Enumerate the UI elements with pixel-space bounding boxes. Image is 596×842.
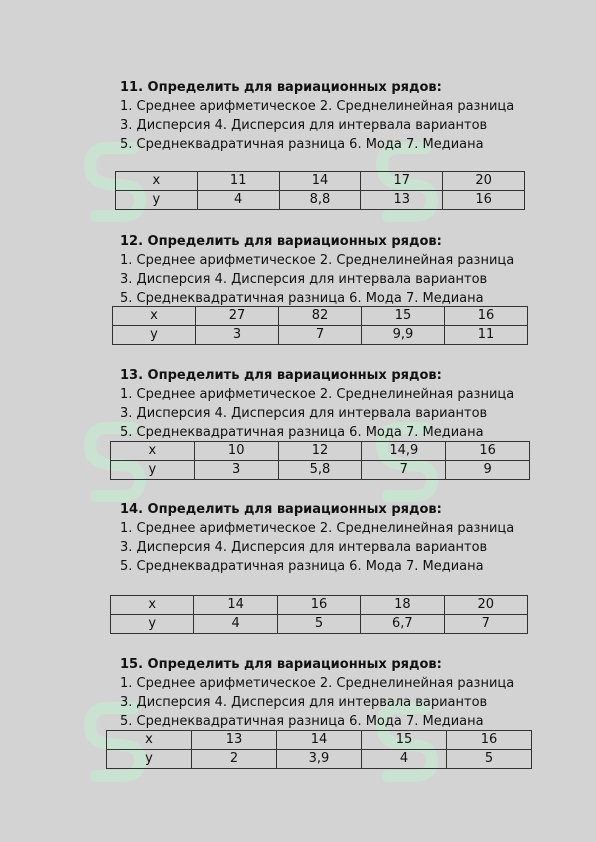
task-title: 15. Определить для вариационных рядов: <box>120 657 442 672</box>
task-line: 3. Дисперсия 4. Дисперсия для интервала вариантов <box>120 272 488 287</box>
task-title: 13. Определить для вариационных рядов: <box>120 368 442 383</box>
table-row-y <box>107 750 532 769</box>
x-value: 14,9 <box>362 442 446 461</box>
x-value: 16 <box>277 596 360 615</box>
table-row-x <box>111 442 530 461</box>
x-value: 27 <box>196 307 279 326</box>
y-value: 3 <box>196 326 279 345</box>
y-value: 5,8 <box>278 461 362 480</box>
x-value: 15 <box>362 307 445 326</box>
task-line: 1. Среднее арифметическое 2. Среднелинейная разница <box>120 521 515 536</box>
x-value: 12 <box>278 442 362 461</box>
y-label: y <box>107 750 192 769</box>
y-value: 7 <box>279 326 362 345</box>
task-line: 5. Среднеквадратичная разница 6. Мода 7. Медиана <box>120 137 484 152</box>
y-value: 3,9 <box>277 750 362 769</box>
variation-table-15 <box>106 730 532 769</box>
table-row-x <box>113 307 528 326</box>
y-value: 11 <box>445 326 528 345</box>
x-value: 17 <box>361 172 443 191</box>
task-14 <box>120 500 514 576</box>
variation-table-13 <box>110 441 530 480</box>
table-row-y <box>111 461 530 480</box>
x-value: 18 <box>361 596 444 615</box>
y-label: y <box>113 326 196 345</box>
x-value: 15 <box>362 731 447 750</box>
task-line: 5. Среднеквадратичная разница 6. Мода 7. Медиана <box>120 714 484 729</box>
y-value: 3 <box>194 461 278 480</box>
y-value: 5 <box>277 615 360 634</box>
y-value: 7 <box>362 461 446 480</box>
task-title: 12. Определить для вариационных рядов: <box>120 234 442 249</box>
table-row-y <box>113 326 528 345</box>
task-line: 1. Среднее арифметическое 2. Среднелинейная разница <box>120 253 515 268</box>
x-label: x <box>107 731 192 750</box>
variation-table-11 <box>115 171 525 210</box>
y-value: 6,7 <box>361 615 444 634</box>
table-row-y <box>116 191 525 210</box>
task-12 <box>120 232 514 308</box>
task-line: 5. Среднеквадратичная разница 6. Мода 7. Медиана <box>120 559 484 574</box>
x-label: x <box>116 172 198 191</box>
x-value: 16 <box>447 731 532 750</box>
y-value: 9,9 <box>362 326 445 345</box>
table-row-x <box>107 731 532 750</box>
x-label: x <box>111 596 194 615</box>
y-value: 2 <box>192 750 277 769</box>
y-value: 4 <box>362 750 447 769</box>
task-line: 5. Среднеквадратичная разница 6. Мода 7. Медиана <box>120 425 484 440</box>
task-line: 3. Дисперсия 4. Дисперсия для интервала вариантов <box>120 695 488 710</box>
y-value: 4 <box>194 615 277 634</box>
x-value: 82 <box>279 307 362 326</box>
task-title: 14. Определить для вариационных рядов: <box>120 502 442 517</box>
x-value: 13 <box>192 731 277 750</box>
y-value: 7 <box>444 615 527 634</box>
y-label: y <box>116 191 198 210</box>
x-value: 20 <box>443 172 525 191</box>
task-line: 1. Среднее арифметическое 2. Среднелинейная разница <box>120 99 515 114</box>
task-15 <box>120 655 514 731</box>
task-13 <box>120 366 514 442</box>
task-line: 3. Дисперсия 4. Дисперсия для интервала вариантов <box>120 540 488 555</box>
y-label: y <box>111 615 194 634</box>
y-value: 13 <box>361 191 443 210</box>
task-line: 1. Среднее арифметическое 2. Среднелинейная разница <box>120 676 515 691</box>
x-label: x <box>111 442 195 461</box>
x-value: 16 <box>445 307 528 326</box>
x-value: 11 <box>197 172 279 191</box>
x-value: 10 <box>194 442 278 461</box>
variation-table-14 <box>110 595 528 634</box>
table-row-y <box>111 615 528 634</box>
y-value: 4 <box>197 191 279 210</box>
x-value: 20 <box>444 596 527 615</box>
y-value: 9 <box>446 461 530 480</box>
table-row-x <box>111 596 528 615</box>
task-line: 5. Среднеквадратичная разница 6. Мода 7. Медиана <box>120 291 484 306</box>
task-title: 11. Определить для вариационных рядов: <box>120 80 442 95</box>
variation-table-12 <box>112 306 528 345</box>
y-value: 16 <box>443 191 525 210</box>
table-row-x <box>116 172 525 191</box>
y-value: 8,8 <box>279 191 361 210</box>
task-line: 1. Среднее арифметическое 2. Среднелинейная разница <box>120 387 515 402</box>
task-line: 3. Дисперсия 4. Дисперсия для интервала вариантов <box>120 406 488 421</box>
x-value: 14 <box>194 596 277 615</box>
x-value: 14 <box>277 731 362 750</box>
x-value: 16 <box>446 442 530 461</box>
x-value: 14 <box>279 172 361 191</box>
task-line: 3. Дисперсия 4. Дисперсия для интервала вариантов <box>120 118 488 133</box>
y-label: y <box>111 461 195 480</box>
y-value: 5 <box>447 750 532 769</box>
x-label: x <box>113 307 196 326</box>
task-11 <box>120 78 514 154</box>
